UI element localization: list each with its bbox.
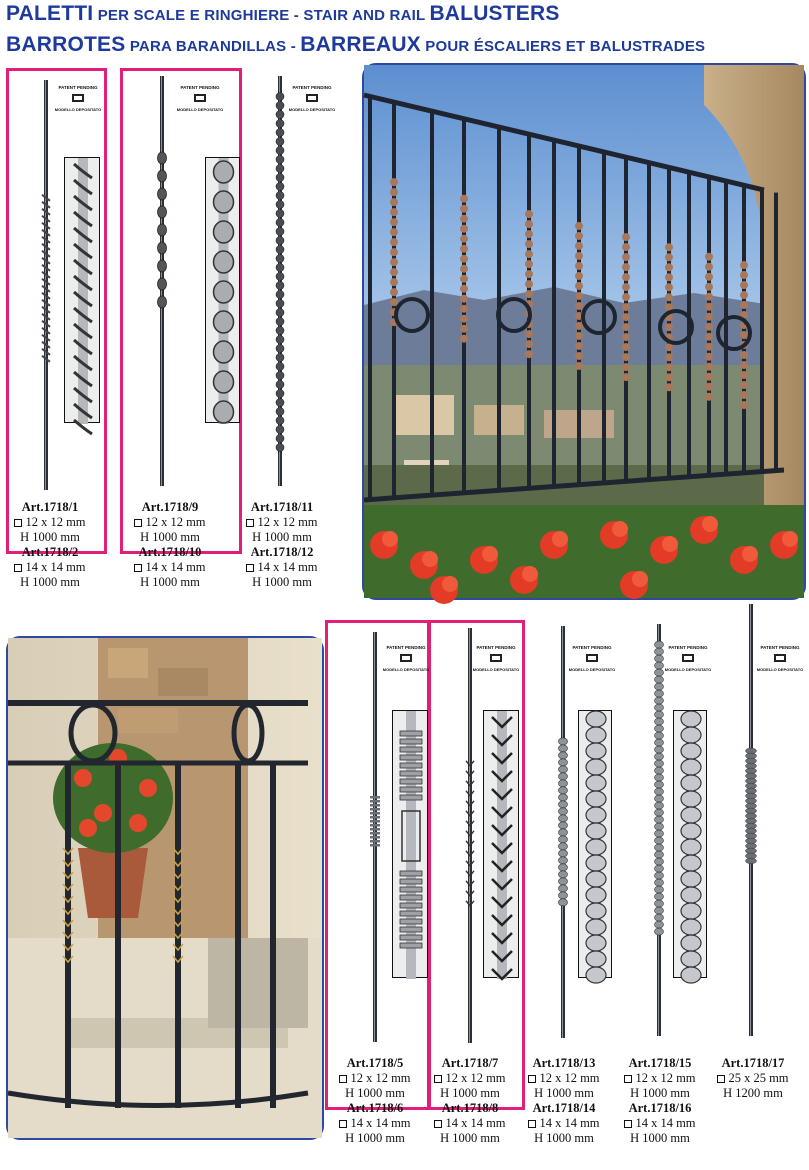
- svg-text:PATENT PENDING: PATENT PENDING: [180, 85, 220, 90]
- article-label-1718-7: [420, 1056, 520, 1146]
- svg-text:PATENT PENDING: PATENT PENDING: [292, 85, 332, 90]
- article-size-alt: 14 x 14 mm: [25, 560, 86, 574]
- square-section-icon: [246, 564, 254, 572]
- article-height: H 1000 mm: [252, 530, 312, 544]
- square-section-icon: [339, 1120, 347, 1128]
- article-code-alt: Art.1718/16: [628, 1101, 692, 1115]
- title-text-per-scale: PER SCALE E RINGHIERE -: [93, 7, 304, 24]
- page-title-line-2: [6, 33, 705, 57]
- baluster-1718-11: [272, 76, 288, 486]
- article-size: 12 x 12 mm: [539, 1071, 600, 1085]
- svg-text:MODELLO DEPOSITATO: MODELLO DEPOSITATO: [568, 667, 616, 672]
- title-word-barrotes: BARROTES: [6, 33, 126, 56]
- article-size: 12 x 12 mm: [445, 1071, 506, 1085]
- detail-view-1718-13: [578, 710, 612, 978]
- article-code: Art.1718/15: [628, 1056, 692, 1070]
- baluster-decoration: [559, 738, 568, 906]
- baluster-1718-1: [38, 80, 54, 490]
- article-label-1718-15: [610, 1056, 710, 1146]
- patent-stamp-icon: [288, 80, 336, 116]
- square-section-icon: [14, 564, 22, 572]
- article-size-alt: 14 x 14 mm: [635, 1116, 696, 1130]
- baluster-shaft: [44, 80, 48, 490]
- detail-view-1718-9: [205, 157, 240, 423]
- balcony-railing-photo: [362, 63, 806, 600]
- detail-view-1718-15: [673, 710, 707, 978]
- square-section-icon: [624, 1120, 632, 1128]
- title-text-stair-and-rail: STAIR AND RAIL: [303, 7, 430, 24]
- title-text-pour-escaliers: POUR ÉSCALIERS ET BALUSTRADES: [420, 38, 706, 55]
- article-code-alt: Art.1718/14: [532, 1101, 596, 1115]
- article-height-alt: H 1000 mm: [252, 575, 312, 589]
- detail-view-1718-1: [64, 157, 100, 423]
- svg-text:MODELLO DEPOSITATO: MODELLO DEPOSITATO: [664, 667, 712, 672]
- page-title-line-1: [6, 2, 560, 26]
- baluster-decoration: [158, 152, 167, 308]
- detail-ornament: [586, 711, 606, 983]
- article-height-alt: H 1000 mm: [440, 1131, 500, 1145]
- article-height: H 1000 mm: [534, 1086, 594, 1100]
- svg-text:PATENT PENDING: PATENT PENDING: [572, 645, 612, 650]
- square-section-icon: [528, 1120, 536, 1128]
- title-word-paletti: PALETTI: [6, 2, 94, 25]
- square-section-icon: [434, 1120, 442, 1128]
- svg-text:MODELLO DEPOSITATO: MODELLO DEPOSITATO: [756, 667, 804, 672]
- square-section-icon: [14, 519, 22, 527]
- title-word-balusters: BALUSTERS: [429, 2, 560, 25]
- svg-text:MODELLO DEPOSITATO: MODELLO DEPOSITATO: [54, 107, 102, 112]
- article-label-1718-5: [325, 1056, 425, 1146]
- detail-ornament: [74, 158, 92, 434]
- baluster-1718-15: [650, 624, 668, 1036]
- article-size-alt: 14 x 14 mm: [145, 560, 206, 574]
- patent-stamp-icon: [756, 640, 804, 676]
- article-size-alt: 14 x 14 mm: [539, 1116, 600, 1130]
- article-height: H 1000 mm: [20, 530, 80, 544]
- article-code: Art.1718/13: [532, 1056, 596, 1070]
- title-text-para-barandillas: PARA BARANDILLAS -: [125, 38, 301, 55]
- article-size: 25 x 25 mm: [728, 1071, 789, 1085]
- square-section-icon: [134, 564, 142, 572]
- article-size-alt: 14 x 14 mm: [445, 1116, 506, 1130]
- article-height: H 1000 mm: [140, 530, 200, 544]
- article-height-alt: H 1000 mm: [345, 1131, 405, 1145]
- svg-text:PATENT PENDING: PATENT PENDING: [668, 645, 708, 650]
- article-label-1718-17: [703, 1056, 803, 1101]
- article-code: Art.1718/1: [21, 500, 79, 514]
- detail-ornament: [492, 711, 512, 979]
- article-code-alt: Art.1718/12: [250, 545, 314, 559]
- baluster-decoration: [655, 641, 664, 935]
- square-section-icon: [528, 1075, 536, 1083]
- article-size: 12 x 12 mm: [25, 515, 86, 529]
- detail-view-1718-7: [483, 710, 519, 978]
- svg-text:PATENT PENDING: PATENT PENDING: [476, 645, 516, 650]
- article-height-alt: H 1000 mm: [140, 575, 200, 589]
- baluster-1718-5: [366, 632, 384, 1042]
- article-code: Art.1718/9: [141, 500, 199, 514]
- svg-text:MODELLO DEPOSITATO: MODELLO DEPOSITATO: [472, 667, 520, 672]
- svg-text:MODELLO DEPOSITATO: MODELLO DEPOSITATO: [176, 107, 224, 112]
- article-label-1718-9: [120, 500, 220, 590]
- article-label-1718-13: [514, 1056, 614, 1146]
- curved-railing-photo: [6, 636, 324, 1140]
- square-section-icon: [246, 519, 254, 527]
- baluster-decoration: [746, 748, 757, 864]
- article-code-alt: Art.1718/6: [346, 1101, 404, 1115]
- article-size-alt: 14 x 14 mm: [257, 560, 318, 574]
- square-section-icon: [434, 1075, 442, 1083]
- article-height-alt: H 1000 mm: [534, 1131, 594, 1145]
- detail-ornament: [214, 158, 234, 424]
- svg-text:PATENT PENDING: PATENT PENDING: [386, 645, 426, 650]
- patent-stamp-icon: [382, 640, 430, 676]
- article-size-alt: 14 x 14 mm: [350, 1116, 411, 1130]
- article-code: Art.1718/11: [250, 500, 314, 514]
- svg-text:PATENT PENDING: PATENT PENDING: [760, 645, 800, 650]
- article-code-alt: Art.1718/2: [21, 545, 79, 559]
- detail-ornament: [400, 711, 422, 979]
- article-code-alt: Art.1718/10: [138, 545, 202, 559]
- article-height: H 1000 mm: [345, 1086, 405, 1100]
- svg-text:MODELLO DEPOSITATO: MODELLO DEPOSITATO: [382, 667, 430, 672]
- article-label-1718-11: [232, 500, 332, 590]
- article-size: 12 x 12 mm: [635, 1071, 696, 1085]
- baluster-1718-13: [554, 626, 572, 1038]
- article-height: H 1000 mm: [630, 1086, 690, 1100]
- article-code-alt: Art.1718/8: [441, 1101, 499, 1115]
- article-label-1718-1: [0, 500, 100, 590]
- article-size: 12 x 12 mm: [257, 515, 318, 529]
- baluster-1718-9: [154, 76, 170, 486]
- detail-view-1718-5: [392, 710, 428, 978]
- title-word-barreaux: BARREAUX: [300, 33, 421, 56]
- svg-text:MODELLO DEPOSITATO: MODELLO DEPOSITATO: [288, 107, 336, 112]
- patent-stamp-icon: [568, 640, 616, 676]
- square-section-icon: [717, 1075, 725, 1083]
- article-height-alt: H 1000 mm: [630, 1131, 690, 1145]
- square-section-icon: [624, 1075, 632, 1083]
- article-code: Art.1718/17: [721, 1056, 785, 1070]
- patent-stamp-icon: [664, 640, 712, 676]
- svg-text:PATENT PENDING: PATENT PENDING: [58, 85, 98, 90]
- square-section-icon: [134, 519, 142, 527]
- patent-stamp-icon: [54, 80, 102, 116]
- square-section-icon: [339, 1075, 347, 1083]
- article-size: 12 x 12 mm: [350, 1071, 411, 1085]
- article-code: Art.1718/5: [346, 1056, 404, 1070]
- article-size: 12 x 12 mm: [145, 515, 206, 529]
- baluster-1718-7: [461, 628, 479, 1043]
- article-code: Art.1718/7: [441, 1056, 499, 1070]
- detail-ornament: [681, 711, 701, 983]
- article-height: H 1000 mm: [440, 1086, 500, 1100]
- patent-stamp-icon: [176, 80, 224, 116]
- article-height-alt: H 1000 mm: [20, 575, 80, 589]
- article-height: H 1200 mm: [723, 1086, 783, 1100]
- patent-stamp-icon: [472, 640, 520, 676]
